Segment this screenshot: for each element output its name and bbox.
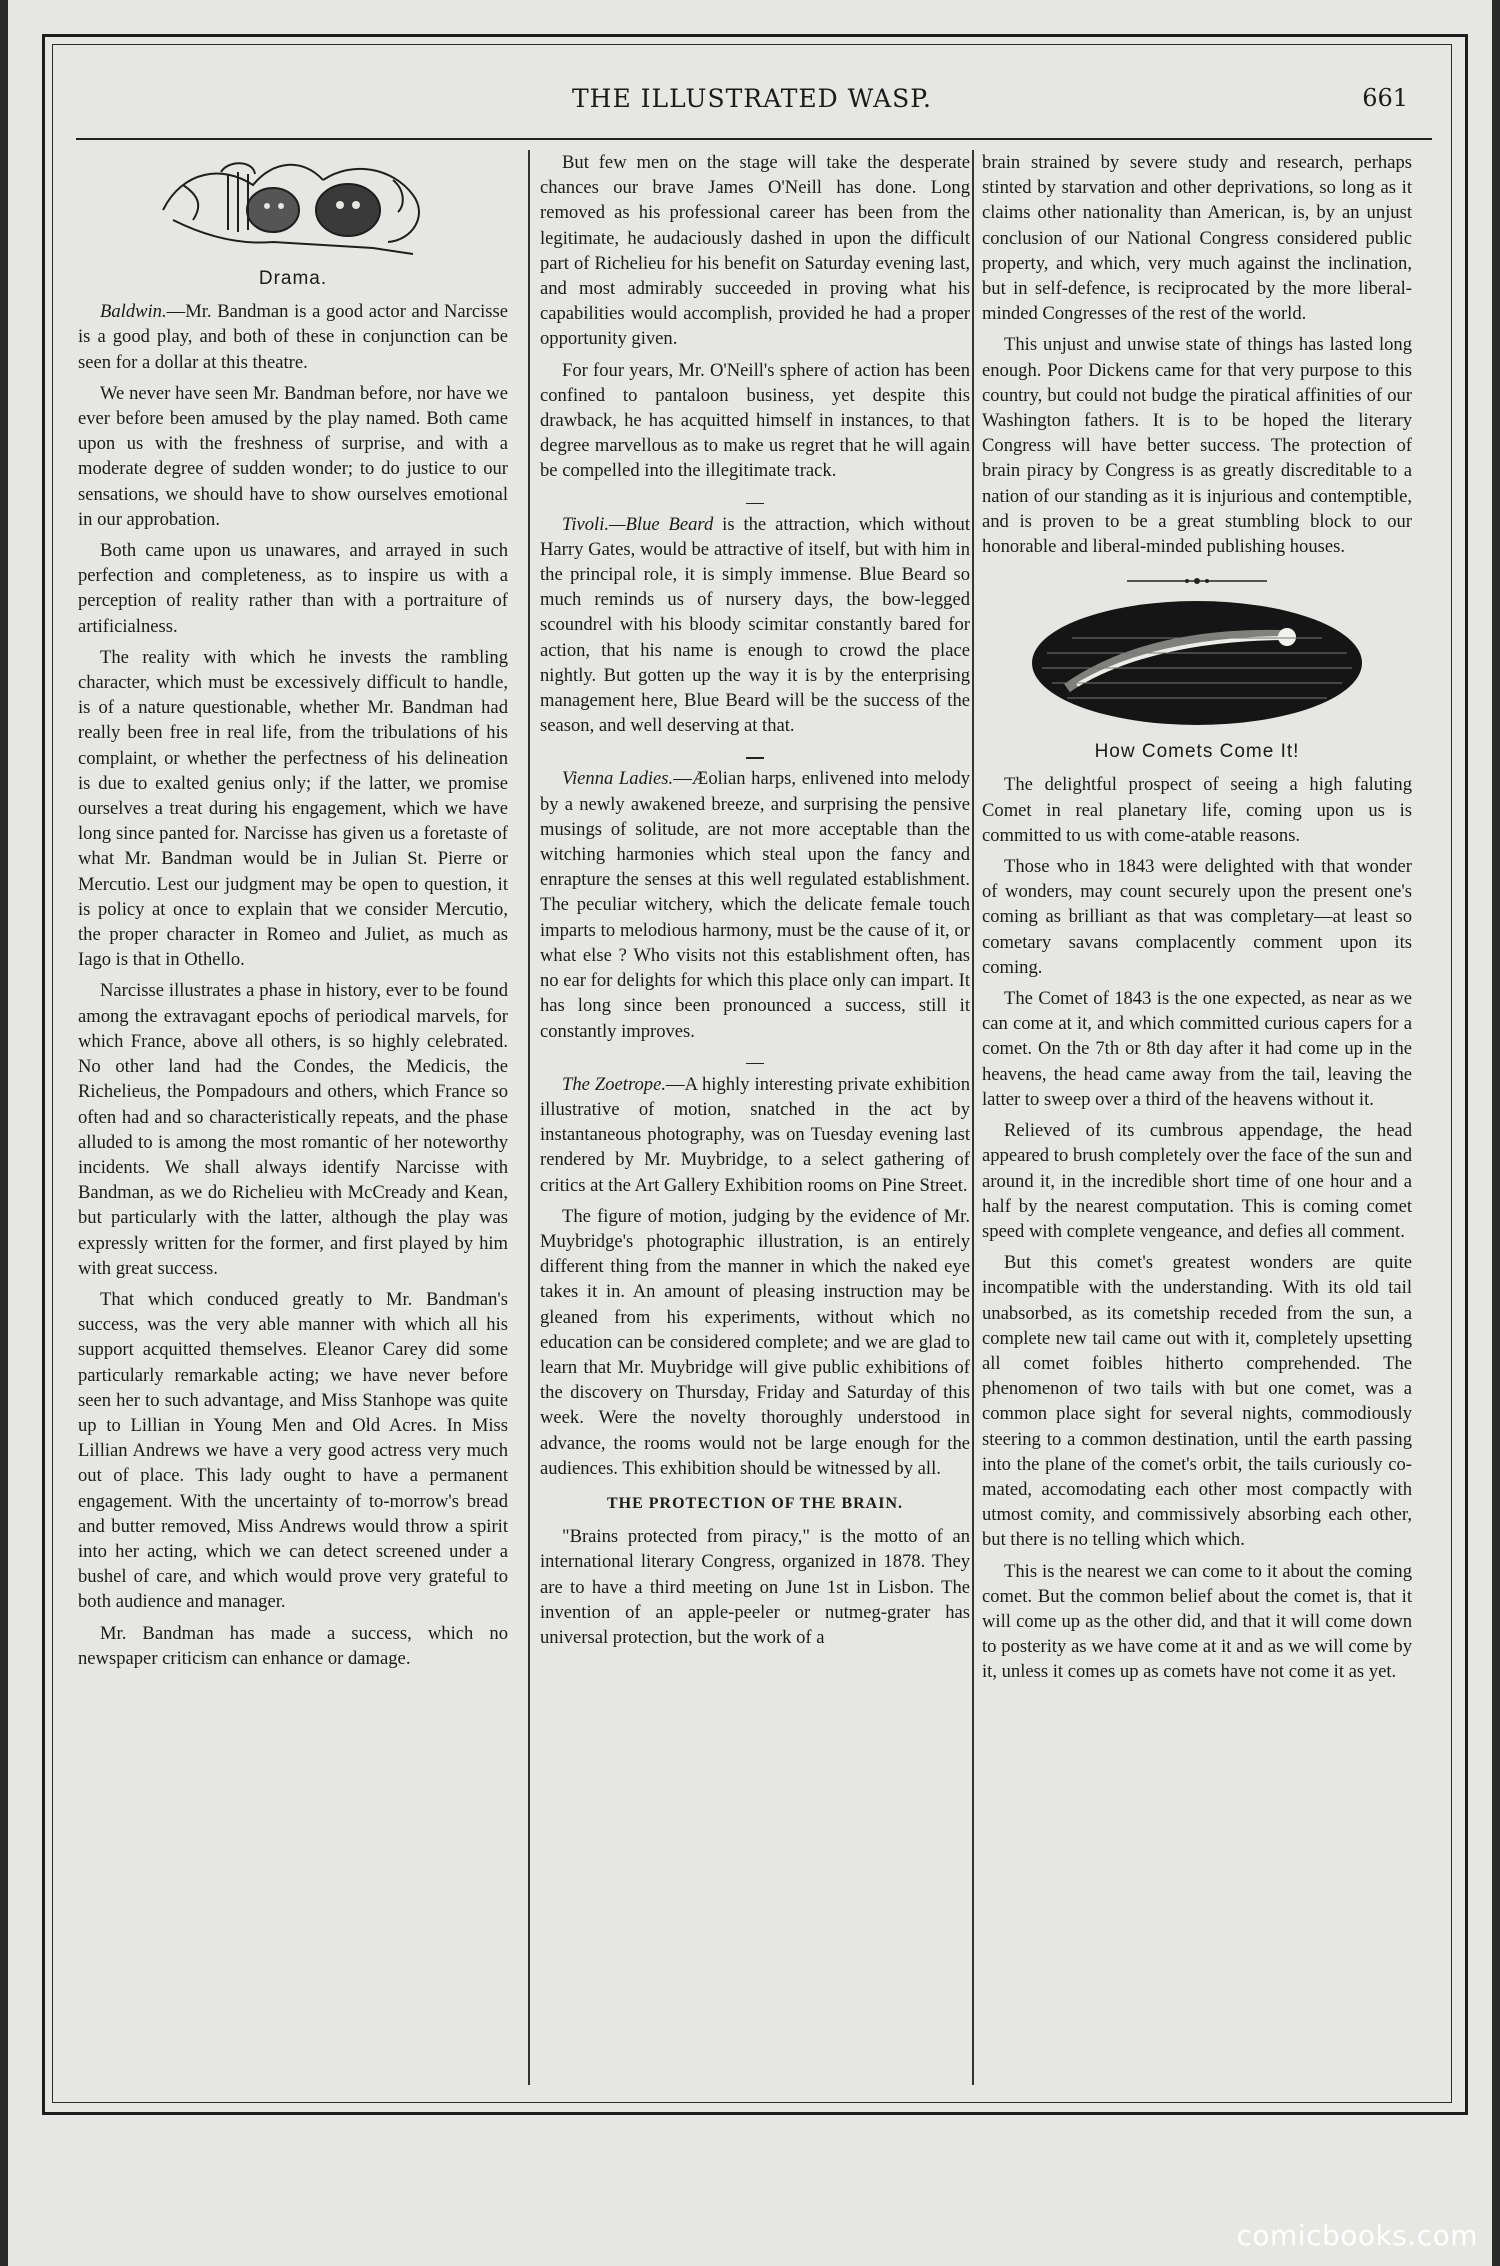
paragraph-text: —Æolian harps, enlivened into melody by a newly awakened breeze, and surprising the pensive musings of solitude, are not more acceptable than the witching harmonies which steal upon the fancy and enrapture the senses at this well regulated establishment. The peculiar witchery, which the delicate female touch imparts to melodious harmony, must be the cause of it, or what else ? Who visits not this establishment often, has no ear for delights for which this place only can impart. It has long since been pronounced a success, still it constantly improves. xyxy=(540,768,970,1042)
paragraph xyxy=(540,512,970,739)
paragraph: But few men on the stage will take the desperate chances our brave James O'Neill has done. Long removed as his professional career has been from the legitimate, he audaciously dashed in upon the difficult part of Richelieu for his benefit on Saturday evening last, and most admirably succeeded in proving what his capabilities would accomplish, provided he had a proper opportunity given. xyxy=(540,152,970,350)
paragraph-text: —A highly interesting private exhibition illustrative of motion, snatched in the act by instantaneous photography, was on Tuesday evening last rendered by Mr. Muybridge, to a select gathering of critics at the Art Gallery Exhibition rooms on Pine Street. xyxy=(540,1073,970,1196)
paragraph: The Comet of 1843 is the one expected, as near as we can come at it, and which committed curious capers for a comet. On the 7th or 8th day after it had come up in the heavens, the head came away from the tail, leaving the latter to sweep over a third of the heavens without it. xyxy=(982,988,1412,1110)
paragraph xyxy=(540,1072,970,1198)
paragraph: Those who in 1843 were delighted with that wonder of wonders, may count securely upon the present one's coming as brilliant as that was completary—at least so cometary savans complacently comment upon its coming. xyxy=(982,856,1412,978)
paragraph-lead: Tivoli.—Blue Beard xyxy=(562,513,714,535)
paragraph-lead: Baldwin. xyxy=(100,301,167,323)
column-divider xyxy=(972,150,974,2085)
site-watermark: comicbooks.com xyxy=(1236,2219,1478,2252)
drama-masks-lyre-vignette-icon xyxy=(143,150,443,260)
paragraph-text: is the attraction, which without Harry Gates, would be attractive of itself, but with him in the principal role, it is simply immense. Blue Beard so much reminds us of nursery days, the bow-legged scoundrel with his bloody scimitar constantly bared for action, that his name is enough to crowd the place nightly. But gotten up the way it is by the enterprising management here, Blue Beard will be the success of the season, and well deserving at that. xyxy=(540,513,970,737)
paragraph-lead: The Zoetrope. xyxy=(562,1073,666,1095)
paragraph: brain strained by severe study and research, perhaps stinted by starvation and other deprivations, so long as it claims other nationality than American, is, by an unjust conclusion of our National Congress considered public property, and which, very much against the inclination, but in self-defence, is reciprocated by the more liberal-minded Congresses of the rest of the world. xyxy=(982,152,1412,325)
paragraph: Narcisse illustrates a phase in history, ever to be found among the extravagant epochs of periodical marvels, for which France, above all others, is so highly celebrated. No other land had the Condes, the Medicis, the Richelieus, the Pompadours and others, which France so often had and so characteristically repeats, and the phase alluded to is among the most romantic of her noteworthy incidents. We shall always identify Narcisse with Bandman, as we do Richelieu with McCready and Kean, but particularly with the latter, although the play was expressly written for the former, and first played by him with great success. xyxy=(78,980,508,1279)
paragraph: Both came upon us unawares, and arrayed in such perfection and completeness, as to inspire us with a perception of reality rather than with a portraiture of artificialness. xyxy=(78,540,508,637)
ornamental-rule xyxy=(982,569,1412,585)
section-heading-comets: How Comets Come It! xyxy=(1094,741,1300,763)
column-divider xyxy=(528,150,530,2085)
comet-engraving-icon xyxy=(1027,593,1367,733)
publication-title: THE ILLUSTRATED WASP. xyxy=(571,84,932,113)
page-number: 661 xyxy=(1362,84,1408,112)
paragraph: This is the nearest we can come to it about the coming comet. But the common belief about the comet is, that it will come up as the other did, and that it will come down to posterity as we have come at it and as we will come by it, unless it comes up as comets have not come it as yet. xyxy=(982,1560,1412,1683)
newspaper-page xyxy=(8,0,1492,2266)
paragraph xyxy=(78,299,508,375)
paragraph: "Brains protected from piracy," is the motto of an international literary Congress, organized in 1878. They are to have a third meeting on June 1st in Lisbon. The invention of an apple-peeler or nutmeg-grater has universal protection, but the work of a xyxy=(540,1526,970,1648)
paragraph: The delightful prospect of seeing a high faluting Comet in real planetary life, coming upon us is committed to us with come-atable reasons. xyxy=(982,774,1412,846)
column-2 xyxy=(540,150,970,1656)
paragraph: Mr. Bandman has made a success, which no newspaper criticism can enhance or damage. xyxy=(78,1622,508,1669)
header-rule xyxy=(76,138,1432,140)
section-heading-drama: Drama. xyxy=(258,268,328,289)
paragraph: The reality with which he invests the rambling character, which must be excessively difficult to handle, is of a nature questionable, whether Mr. Bandman had really been free in real life, from the tribulations of his complaint, or whether the perfectness of his delineation is due to exalted genius only; if the latter, we promise ourselves a treat during his engagement, which we have long since panted for. Narcisse has given us a foretaste of what Mr. Bandman would be in Julian St. Pierre or Mercutio. Lest our judgment may be open to question, it is policy at once to explain that we consider Mercutio, the proper character in Romeo and Juliet, as much as Iago is that in Othello. xyxy=(78,646,508,971)
paragraph-text: —Mr. Bandman is a good actor and Narcisse is a good play, and both of these in conjunction can be seen for a dollar at this theatre. xyxy=(78,301,508,373)
paragraph: But this comet's greatest wonders are quite incompatible with the understanding. With its old tail unabsorbed, as its cometship receded from the sun, a complete new tail came out with it, completely upsetting all comet foibles hitherto comprehended. The phenomenon of two tails with but one comet, was a common place sight for several nights, commodiously steering to a common destination, until the earth passing into the plane of the comet's orbit, the tails curiously co-mated, accomodating each other most compactly with utmost comity, and commissively absorbing each other, but there is no telling which which. xyxy=(982,1252,1412,1551)
paragraph xyxy=(540,766,970,1043)
section-separator xyxy=(540,744,970,758)
paragraph: The figure of motion, judging by the evidence of Mr. Muybridge's photographic illustration, is an entirely different thing from the manner in which the naked eye takes it in. An amount of pleasing instruction may be gleaned from his experiments, without which no education can be considered complete; and we are glad to learn that Mr. Muybridge will give public exhibitions of the discovery on Thursday, Friday and Saturday of this week. Were the novelty thoroughly understood in advance, the rooms would not be large enough for the audiences. This exhibition should be witnessed by all. xyxy=(540,1205,970,1479)
paragraph: Relieved of its cumbrous appendage, the head appeared to brush completely over the face of the sun and around it, in the incredible short time of one hour and a half by the nearest computation. This is coming comet speed with complete vengeance, and defies all comment. xyxy=(982,1120,1412,1242)
paragraph-lead: Vienna Ladies. xyxy=(562,768,674,790)
masthead xyxy=(56,60,1448,130)
paragraph: For four years, Mr. O'Neill's sphere of action has been confined to pantaloon business, yet despite this drawback, he has acquitted himself in instances, to that degree marvellous as to make us regret that he will again be compelled into the illegitimate track. xyxy=(540,359,970,482)
section-heading-brain: THE PROTECTION OF THE BRAIN. xyxy=(606,1494,904,1512)
section-separator xyxy=(540,490,970,504)
paragraph: This unjust and unwise state of things has lasted long enough. Poor Dickens came for that very purpose to this country, but could not budge the piratical affinities of our Washington fathers. It is to be hoped the literary Congress will have better success. The protection of brain piracy by Congress is as greatly discreditable to a nation of our standing as it is injurious and contemptible, and is proven to be a great stumbling block to our honorable and liberal-minded publishing houses. xyxy=(982,334,1412,558)
column-3 xyxy=(982,150,1412,1691)
paragraph: We never have seen Mr. Bandman before, nor have we ever before been amused by the play named. Both came upon us with the freshness of surprise, and with a moderate degree of sudden wonder; to do justice to our sensations, we should have to show ourselves emotional in our approbation. xyxy=(78,382,508,530)
section-separator xyxy=(540,1050,970,1064)
paragraph: That which conduced greatly to Mr. Bandman's success, was the very able manner with which all his support acquitted themselves. Eleanor Carey did some particularly remarkable acting; we have never before seen her to such advantage, and Miss Stanhope was quite up to Lillian in Young Men and Old Acres. In Miss Lillian Andrews we have a very good actress very much out of place. This lady ought to have a permanent engagement. With the uncertainty of to-morrow's bread and butter removed, Miss Andrews would throw a spirit into her acting, which we can detect screened under a bushel of care, and which would prove very grateful to both audience and manager. xyxy=(78,1288,508,1613)
column-1 xyxy=(78,150,508,1677)
